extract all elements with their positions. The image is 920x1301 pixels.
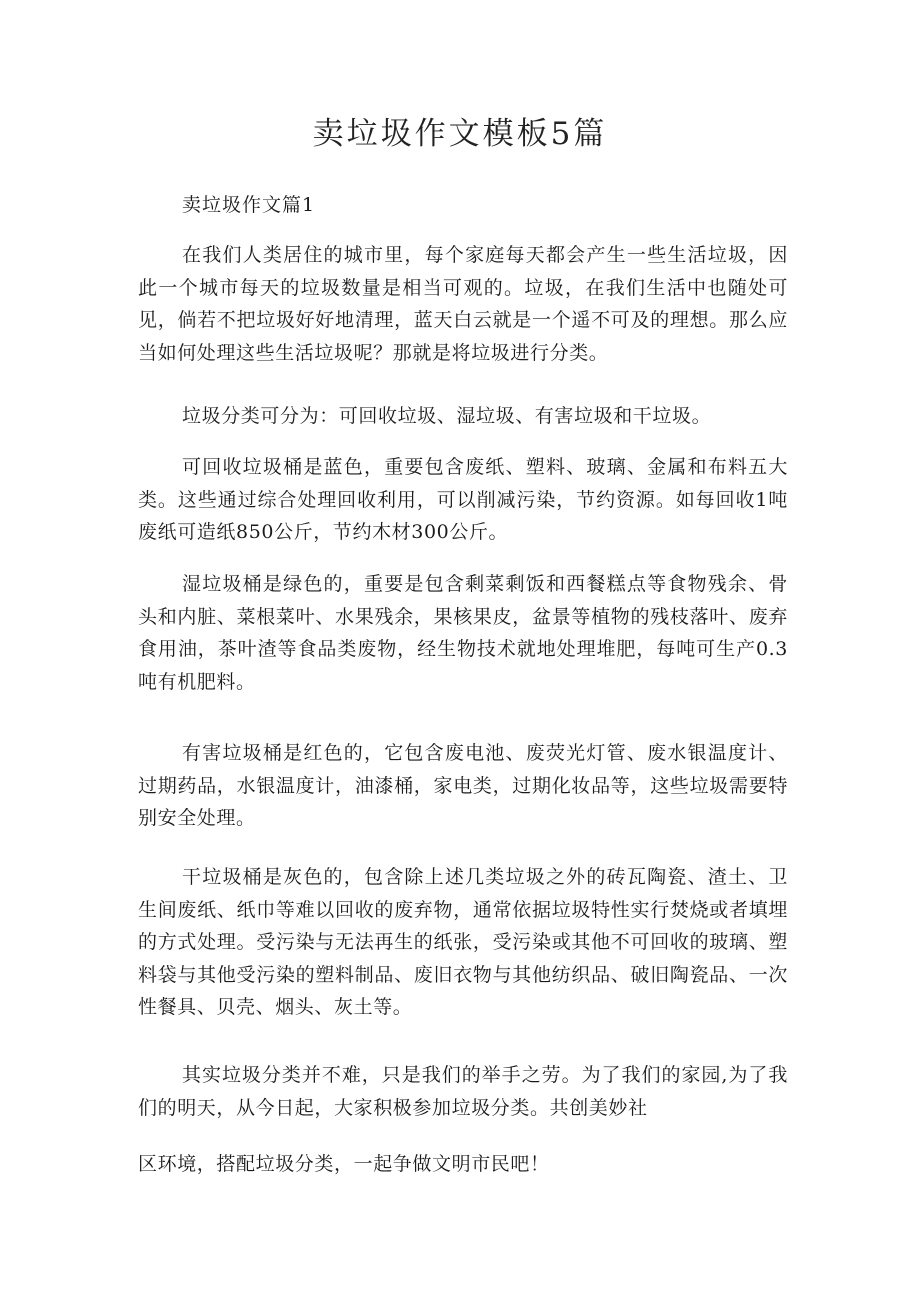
paragraph-recyclable: 可回收垃圾桶是蓝色，重要包含废纸、塑料、玻璃、金属和布料五大类。这些通过综合处理回收利用，可以削减污染，节约资源。如每回收1吨废纸可造纸850公斤，节约木材300公斤。 [138, 456, 788, 543]
section-heading: 卖垃圾作文篇1 [182, 194, 316, 216]
paragraph-closing-line: 区环境，搭配垃圾分类，一起争做文明市民吧！ [138, 1153, 550, 1175]
paragraph-wet-waste: 湿垃圾桶是绿色的，重要是包含剩菜剩饭和西餐糕点等食物残余、骨头和内脏、菜根菜叶、水果残余，果核果皮，盆景等植物的残枝落叶、废弃食用油，茶叶渣等食品类废物，经生物技术就地处理堆肥，每吨可生产0.3吨有机肥料。 [138, 573, 788, 693]
paragraph-conclusion: 其实垃圾分类并不难，只是我们的举手之劳。为了我们的家园,为了我们的明天，从今日起，大家积极参加垃圾分类。共创美妙社 [138, 1064, 788, 1119]
paragraph-dry-waste: 干垃圾桶是灰色的，包含除上述几类垃圾之外的砖瓦陶瓷、渣土、卫生间废纸、纸巾等难以回收的废弃物，通常依据垃圾特性实行焚烧或者填埋的方式处理。受污染与无法再生的纸张，受污染或其他不可回收的玻璃、塑料袋与其他受污染的塑料制品、废旧衣物与其他纺织品、破旧陶瓷品、一次性餐具、贝壳、烟头、灰土等。 [138, 866, 788, 1018]
paragraph-hazardous: 有害垃圾桶是红色的，它包含废电池、废荧光灯管、废水银温度计、过期药品，水银温度计，油漆桶，家电类，过期化妆品等，这些垃圾需要特别安全处理。 [138, 742, 788, 829]
document-title: 卖垃圾作文模板5篇 [312, 116, 608, 152]
paragraph-intro: 在我们人类居住的城市里，每个家庭每天都会产生一些生活垃圾，因此一个城市每天的垃圾数量是相当可观的。垃圾，在我们生活中也随处可见，倘若不把垃圾好好地清理，蓝天白云就是一个遥不可及的理想。那么应当如何处理这些生活垃圾呢？那就是将垃圾进行分类。 [138, 244, 788, 364]
paragraph-categories: 垃圾分类可分为：可回收垃圾、湿垃圾、有害垃圾和干垃圾。 [182, 405, 712, 427]
